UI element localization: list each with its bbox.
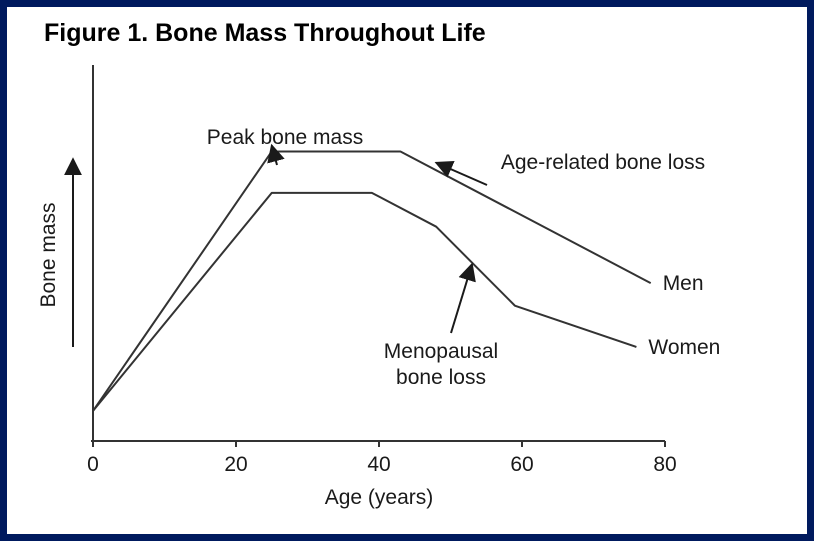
- annotations: [207, 126, 705, 389]
- x-tick-label: 20: [224, 453, 248, 476]
- x-tick-label: 60: [510, 453, 534, 476]
- figure-canvas: [7, 7, 807, 534]
- series-line-women: [93, 193, 636, 411]
- bone-mass-chart: [7, 7, 807, 534]
- annotation-text: Age-related bone loss: [500, 151, 706, 174]
- x-ticks: [87, 441, 677, 476]
- annotation-arrow: [451, 264, 472, 333]
- x-tick-label: 0: [87, 453, 99, 476]
- x-tick-label: 40: [367, 453, 391, 476]
- annotation-text: bone loss: [396, 366, 486, 389]
- y-axis-label: Bone mass: [37, 202, 60, 308]
- x-tick-label: 80: [653, 453, 677, 476]
- x-axis-label: Age (years): [324, 486, 434, 509]
- series-label-men: Men: [662, 272, 704, 296]
- series-label-women: Women: [648, 336, 721, 359]
- annotation-text: Peak bone mass: [206, 126, 364, 149]
- series-line-men: [93, 151, 651, 410]
- figure-title: Figure 1. Bone Mass Throughout Life: [44, 19, 486, 47]
- annotation-text: Menopausal: [383, 340, 499, 363]
